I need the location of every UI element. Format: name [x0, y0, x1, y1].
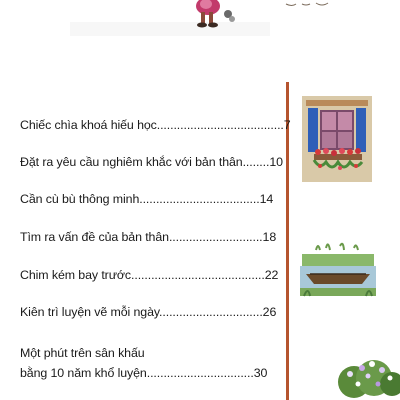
toc-entry	[20, 155, 283, 170]
toc-page-number: 26	[262, 305, 277, 319]
toc-entry-title-continued: bằng 10 năm khổ luyện	[20, 366, 147, 380]
toc-page-number: 18	[262, 230, 277, 244]
toc-page-number: 14	[259, 192, 274, 206]
toc-leader-dots: ....................................	[139, 192, 260, 206]
toc-page-number: 10	[269, 155, 283, 169]
toc-leader-dots: ........	[242, 155, 270, 169]
toc-page-number: 22	[264, 268, 279, 282]
toc-page-number: 7	[283, 118, 291, 132]
toc-entry	[20, 192, 272, 207]
toc-leader-dots: ......................................	[156, 118, 284, 132]
toc-entry-title: Đặt ra yêu cầu nghiêm khắc với bản thân	[20, 155, 243, 169]
toc-entry	[20, 305, 277, 320]
toc-entry	[20, 346, 272, 381]
toc-leader-dots: ............................	[168, 230, 263, 244]
toc-entry-title: Chim kém bay trước	[20, 268, 132, 282]
corner-decoration	[282, 0, 342, 10]
toc-entry-title: Một phút trên sân khấu	[20, 346, 145, 360]
toc-page-number: 30	[253, 366, 268, 380]
toc-entry-title: Kiên trì luyện vẽ mỗi ngày	[20, 305, 160, 319]
toc-leader-dots: ................................	[146, 366, 254, 380]
toc-leader-dots: ........................................	[131, 268, 265, 282]
window-with-flowers-illustration	[300, 96, 374, 182]
toc-leader-dots: ...............................	[159, 305, 263, 319]
toc-entry	[20, 268, 279, 283]
toc-entry-title: Cần cù bù thông minh	[20, 192, 140, 206]
flower-bush-illustration	[334, 356, 400, 400]
boat-in-reeds-illustration	[296, 240, 380, 302]
toc-entry	[20, 230, 277, 245]
toc-entry-title: Chiếc chìa khoá hiếu học	[20, 118, 157, 132]
toc-entry	[20, 118, 291, 133]
toc-entry-title: Tìm ra vấn đề của bản thân	[20, 230, 169, 244]
girl-figure-illustration	[186, 0, 246, 30]
